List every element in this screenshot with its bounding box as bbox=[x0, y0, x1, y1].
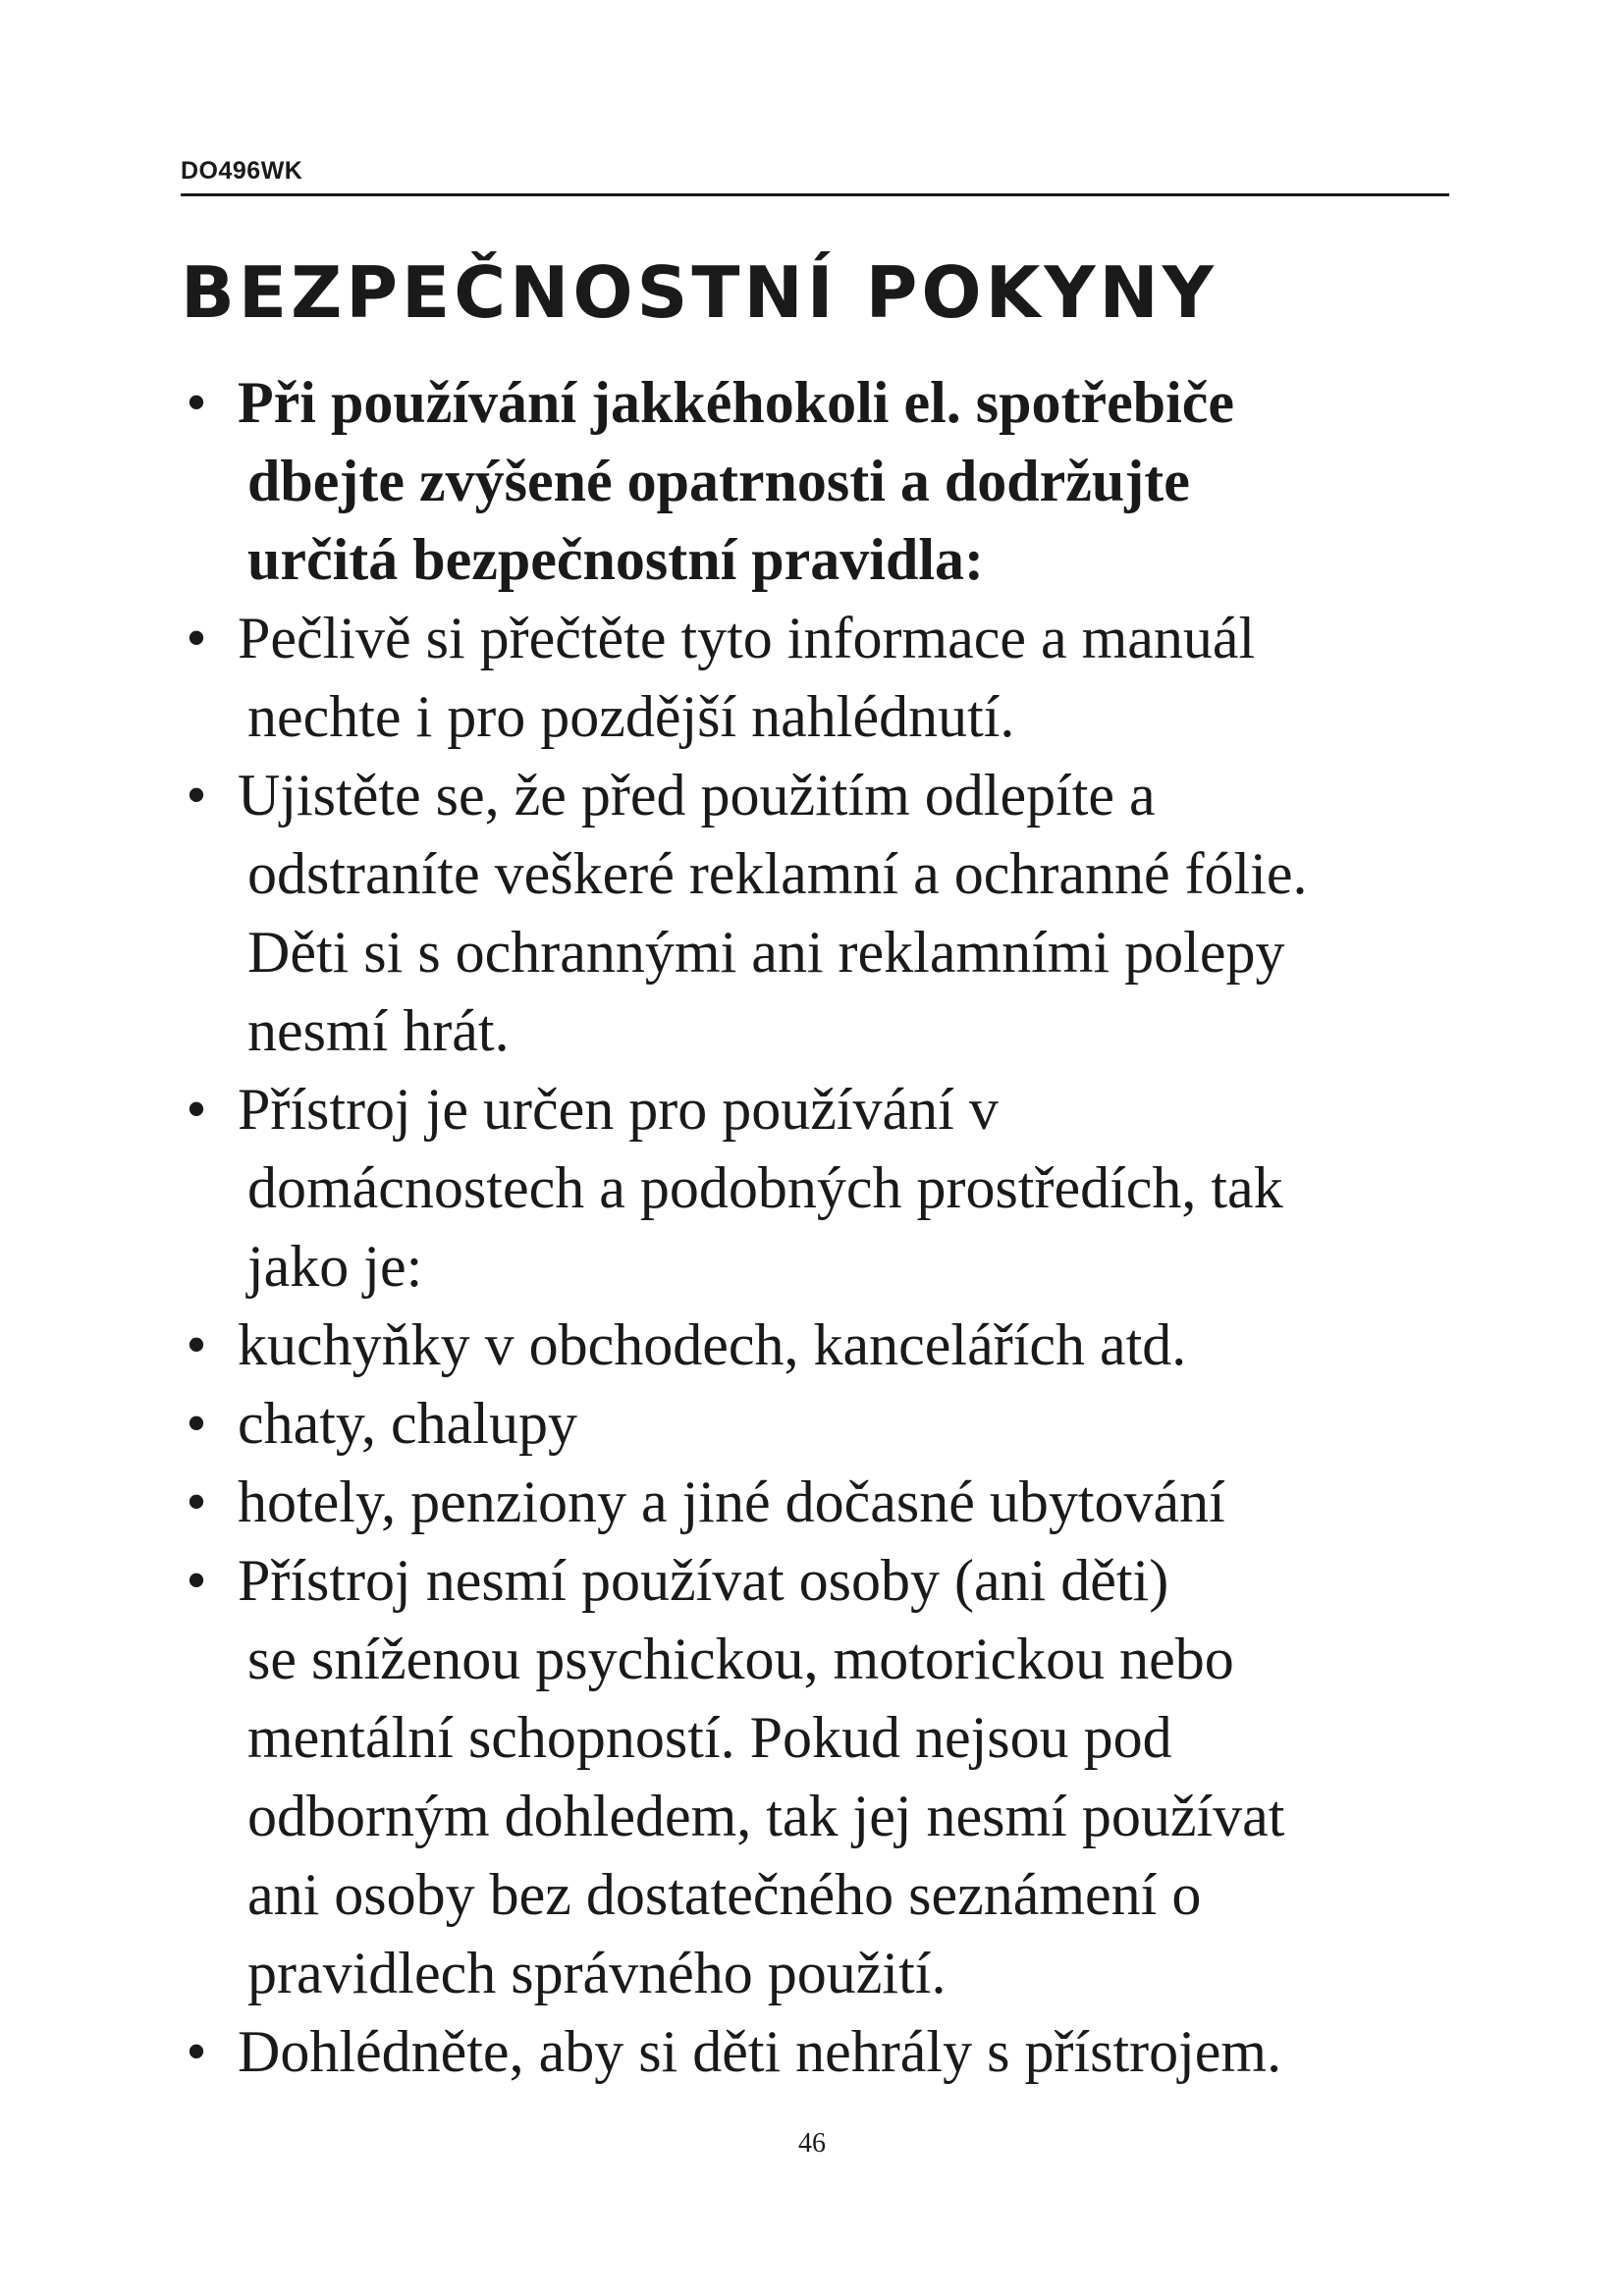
bullet-icon: • bbox=[186, 1312, 207, 1377]
list-item-line: Přístroj nesmí používat osoby (ani děti) bbox=[238, 1548, 1169, 1613]
list-item-line: Ujistěte se, že před použitím odlepíte a bbox=[238, 763, 1156, 828]
list-item bbox=[177, 1541, 1453, 2012]
list-item bbox=[177, 1070, 1453, 1306]
list-item-line: odborným dohledem, tak jej nesmí používat bbox=[247, 1784, 1285, 1848]
list-item-line: Děti si s ochrannými ani reklamními polepy bbox=[247, 920, 1285, 985]
list-item bbox=[177, 2012, 1453, 2091]
list-item bbox=[177, 363, 1453, 599]
list-item-text bbox=[238, 756, 1453, 1070]
list-item-line: pravidlech správného použití. bbox=[247, 1941, 947, 2005]
bullet-icon: • bbox=[186, 1391, 207, 1456]
list-item-line: Pečlivě si přečtěte tyto informace a manuál bbox=[238, 606, 1256, 670]
list-item-line: nesmí hrát. bbox=[247, 998, 510, 1063]
bullet-icon: • bbox=[186, 606, 207, 670]
list-item bbox=[177, 1384, 1453, 1463]
list-item-line: Při používání jakkéhokoli el. spotřebiče bbox=[238, 370, 1235, 435]
list-item-text bbox=[238, 1541, 1453, 2012]
list-item-line: určitá bezpečnostní pravidla: bbox=[247, 527, 984, 592]
list-item-line: domácnostech a podobných prostředích, tak bbox=[247, 1155, 1283, 1220]
list-item bbox=[177, 1463, 1453, 1541]
list-item-text bbox=[238, 1384, 1453, 1463]
bullet-icon: • bbox=[186, 1548, 207, 1613]
list-item bbox=[177, 599, 1453, 756]
list-item-line: odstraníte veškeré reklamní a ochranné fólie. bbox=[247, 841, 1308, 906]
model-code: DO496WK bbox=[181, 157, 303, 185]
page-number: 46 bbox=[798, 2128, 826, 2159]
list-item bbox=[177, 756, 1453, 1070]
list-item-line: nechte i pro pozdější nahlédnutí. bbox=[247, 684, 1015, 749]
list-item bbox=[177, 1306, 1453, 1384]
list-item-text bbox=[238, 1463, 1453, 1541]
bullet-icon: • bbox=[186, 1469, 207, 1534]
list-item-line: dbejte zvýšené opatrnosti a dodržujte bbox=[247, 449, 1190, 513]
list-item-text bbox=[238, 1070, 1453, 1306]
list-item-text bbox=[238, 363, 1453, 599]
list-item-line: Přístroj je určen pro používání v bbox=[238, 1077, 999, 1142]
list-item-text bbox=[238, 1306, 1453, 1384]
list-item-line: chaty, chalupy bbox=[238, 1391, 577, 1456]
bullet-icon: • bbox=[186, 1077, 207, 1142]
list-item-text bbox=[238, 2012, 1453, 2091]
list-item-text bbox=[238, 599, 1453, 756]
list-item-line: se sníženou psychickou, motorickou nebo bbox=[247, 1627, 1234, 1691]
bullet-icon: • bbox=[186, 370, 207, 435]
bullet-icon: • bbox=[186, 763, 207, 828]
page-title: BEZPEČNOSTNÍ POKYNY bbox=[181, 251, 1218, 335]
list-item-line: hotely, penziony a jiné dočasné ubytování bbox=[238, 1469, 1225, 1534]
header-divider bbox=[181, 193, 1449, 196]
list-item-line: jako je: bbox=[247, 1234, 423, 1299]
safety-instructions-list bbox=[177, 363, 1453, 2091]
bullet-icon: • bbox=[186, 2019, 207, 2084]
list-item-line: kuchyňky v obchodech, kancelářích atd. bbox=[238, 1312, 1187, 1377]
list-item-line: ani osoby bez dostatečného seznámení o bbox=[247, 1862, 1202, 1927]
list-item-line: Dohlédněte, aby si děti nehrály s přístrojem. bbox=[238, 2019, 1282, 2084]
list-item-line: mentální schopností. Pokud nejsou pod bbox=[247, 1705, 1172, 1770]
